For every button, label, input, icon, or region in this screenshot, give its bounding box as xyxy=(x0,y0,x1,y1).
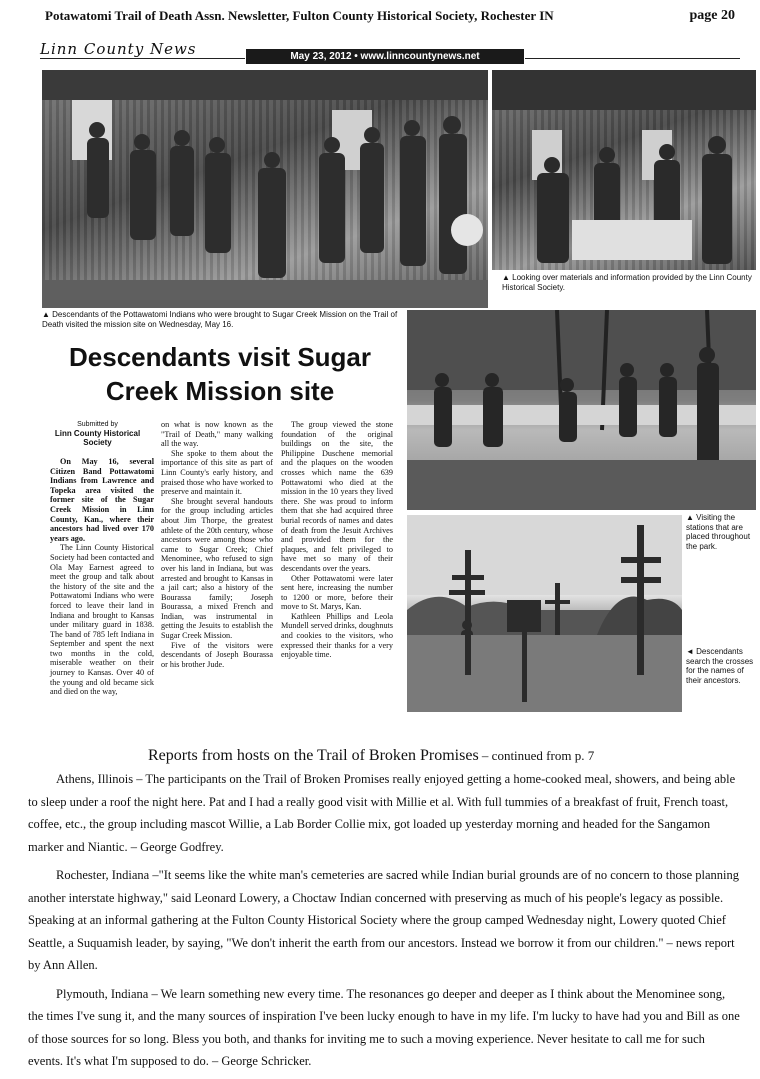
reports-continued: – continued from p. 7 xyxy=(478,748,595,763)
article-col1-p2: The Linn County Historical Society had been contacted and Ola May Earnest agreed to meet the group and talk about the history of the site and the Pottawatomi Indians who were forced to leave their land in Indiana and brought to Kansas under military guard in 1838. The band of 785 left Indiana in September and spent the next two months in the cold, miserable weather on their journey to Kansas. Over 40 of the young and old became sick and died on the way, xyxy=(50,543,154,697)
crosses-photo xyxy=(407,515,682,712)
article-lead: On May 16, several Citizen Band Pottawatomi Indians from Lawrence and Topeka area visited the former site of the Sugar Creek Mission in Linn County, Kan., where their ancestors had lived over 170 years ago. xyxy=(50,457,154,543)
stations-photo xyxy=(407,310,756,510)
report-rochester: Rochester, Indiana –"It seems like the white man's cemeteries are sacred while Indian burial grounds are of no concern to those planning another interstate highway," said Leonard Lowery, a Choctaw Indian concerned with preserving as much of his people's legacy as possible. Speaking at an informal gathering at the Fulton County Historical Society where the group camped Wednesday night, Lowery quoted Chief Seattle, a Suquamish leader, by saying, "We don't inherit the earth from our ancestors. Instead we borrow it from our children." – news report by Ann Allen. xyxy=(28,868,740,972)
submitted-by: Submitted by xyxy=(77,421,118,428)
article-column-3 xyxy=(281,420,393,660)
running-header-title: Potawatomi Trail of Death Assn. Newsletter, Fulton County Historical Society, Rochester IN xyxy=(45,8,554,23)
materials-photo xyxy=(492,70,756,270)
materials-photo-figures xyxy=(492,70,756,270)
dateline: May 23, 2012 • www.linncountynews.net xyxy=(246,49,524,64)
group-photo xyxy=(42,70,488,308)
reports-heading xyxy=(148,747,748,765)
byline xyxy=(45,420,150,447)
running-header xyxy=(45,6,735,28)
report-athens: Athens, Illinois – The participants on the Trail of Broken Promises really enjoyed getting a home-cooked meal, showers, and being able to sleep under a roof the night here. Pat and I had a really good visit with Millie et al. With full tummies of a breakfast of fruit, French toast, coffee, etc., the group including mascot Willie, a Lab Border Collie mix, got loaded up yesterday morning and headed for the Sangamon marker and Niantic. – George Godfrey. xyxy=(28,772,736,854)
byline-org: Linn County Historical Society xyxy=(54,429,141,447)
group-photo-caption: ▲ Descendants of the Pottawatomi Indians who were brought to Sugar Creek Mission on the Trail of Death visited the mission site on Wednesday, May 16. xyxy=(42,310,398,329)
crosses-photo-figures xyxy=(407,515,682,712)
stations-photo-figures xyxy=(407,310,756,510)
report-plymouth: Plymouth, Indiana – We learn something new every time. The resonances go deeper and deeper as I think about the Menominee song, the times I've sung it, and the many sources of inspiration I've been lucky enough to have in my life. I'm lucky to have had you and Bill as one of those sources for so long. Bless you both, and thanks for inviting me to such a moving experience. Never hesitate to call me for such events. It's what I'm supposed to do. – George Schricker. xyxy=(28,986,740,1068)
masthead: Linn County News xyxy=(40,40,197,58)
article-col2-p4: Five of the visitors were descendants of Joseph Bourassa or his brother Jude. xyxy=(161,640,273,669)
article-column-2 xyxy=(161,420,273,669)
group-photo-figures xyxy=(42,70,488,308)
article-col2-p3: She brought several handouts for the group including articles about Jim Thorpe, the greatest athlete of the 20th century, whose ancestors were among those who came to Sugar Creek; Chief Menominee, who refused to sign over his land in Indiana, but was arrested and brought to Kansas in a jail cart; also a history of the Bourassa family; Joseph Bourassa, a mixed French and Indian, was instrumental in getting the Jesuits to establish the Sugar Creek Mission. xyxy=(161,496,273,641)
article-col2-p1: on what is now known as the "Trail of Death," many walking all the way. xyxy=(161,420,273,449)
materials-photo-caption: ▲ Looking over materials and information provided by the Linn County Historical Society. xyxy=(502,273,752,292)
article-headline xyxy=(40,340,400,408)
reports-body xyxy=(28,768,740,1079)
article-col3-p2: Other Pottawatomi were later sent here, increasing the number to 1200 or more, before their move to St. Marys, Kan. xyxy=(281,573,393,612)
article-col3-p3: Kathleen Phillips and Leola Mundell served drinks, doughnuts and cookies to the visitors, who expressed their thanks for a very enjoyable time. xyxy=(281,611,393,660)
article-col2-p2: She spoke to them about the importance of this site as part of Linn County's early history, and praised those who have worked to preserve and maintain it. xyxy=(161,448,273,497)
headline-line-2: Creek Mission site xyxy=(105,376,335,406)
stations-photo-caption: ▲ Visiting the stations that are placed throughout the park. xyxy=(686,513,751,551)
crosses-photo-caption: ◄ Descendants search the crosses for the names of their ancestors. xyxy=(686,647,754,685)
article-column-1 xyxy=(50,457,154,697)
masthead-rule-right xyxy=(525,58,740,59)
page-number: page 20 xyxy=(689,8,735,23)
reports-title: Reports from hosts on the Trail of Broken Promises xyxy=(148,747,479,764)
masthead-rule-left xyxy=(40,58,245,59)
headline-line-1: Descendants visit Sugar xyxy=(69,342,371,372)
article-col3-p1: The group viewed the stone foundation of the original buildings on the site, the Philippine Duschene memorial and the plaques on the wooden crosses which name the 639 Pottawatomi who died at the mission in the 10 years they lived there. She was proud to inform them that she had acquired three burial records of names and dates of death from the Jesuit Archives and provided them for the plaques, and felt privileged to have met so many of their descendants over the years. xyxy=(281,420,393,573)
